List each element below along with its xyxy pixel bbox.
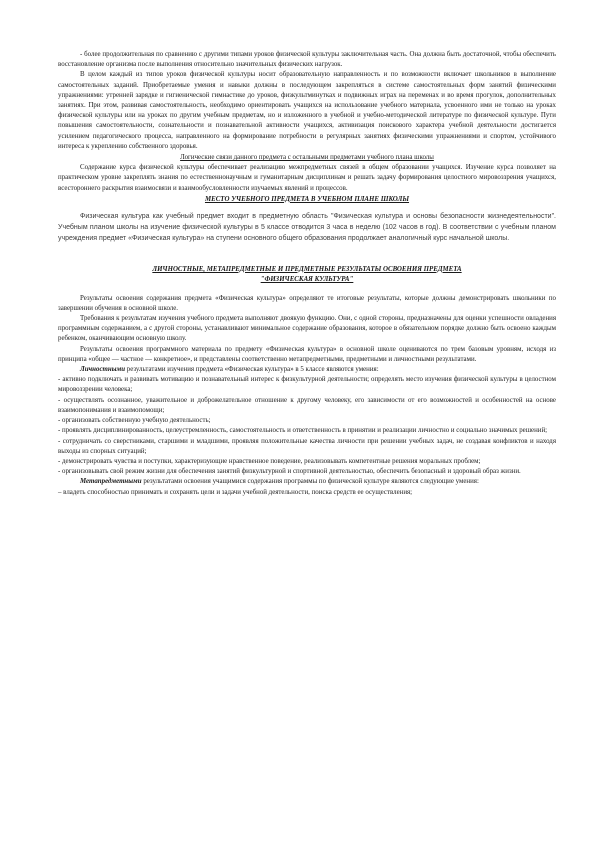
list-item: - активно подключать и развивать мотивацию и познавательный интерес к физкультурной деятельности; определять место изучения физической культуры в целостном мировоззрении человека;	[58, 376, 556, 394]
results-heading	[58, 265, 556, 285]
meta-rest: результатами освоения учащимися содержания программы по физической культуре являются следующие умения:	[141, 478, 479, 486]
paragraph-meta-results	[58, 477, 556, 487]
list-item: - сотрудничать со сверстниками, старшими и младшими, проявляя положительные качества личности при решении учебных задач, не создавая конфликтов и находя выходы из спорных ситуаций;	[58, 437, 556, 455]
results-section	[58, 294, 556, 498]
paragraph-lesson-orientation: В целом каждый из типов уроков физической культуры носит образовательную направленность и по возможности включает школьников в выполнение самостоятельных заданий. Приобретаемые умения и навыки должны в последующем закрепляться в системе самостоятельных форм занятий физическими упражнениями: утренней зарядке и гигиенической гимнастике до уроков, физкультминутках и подвижных играх на переменах и во время прогулок, дополнительных занятиях. При этом, развивая самостоятельность, необходимо ориентировать учащихся на использование учебного материала, усвоенного ими не только на уроках физической культуры или на уроках по другим учебным предметам, но и изложенного в учебной и учебно-методической литературе по физической культуре. Пути повышения самостоятельности, сознательности и познавательной активности учащихся, активизация поискового характера учебной деятельности достигается усилением педагогического процесса, направленного на формирование потребности в регулярных занятиях физическими упражнениями и спортом, устойчивого интереса к укреплению собственного здоровья.	[58, 71, 556, 150]
list-item: – владеть способностью принимать и сохранять цели и задачи учебной деятельности, поиска средств ее осуществления;	[58, 488, 413, 496]
personal-term: Личностными	[80, 366, 126, 374]
document-page	[58, 50, 556, 498]
paragraph-results-intro: Результаты освоения содержания предмета «Физическая культура» определяют те итоговые результаты, которые должны демонстрировать школьники по завершении обучения в основной школе.	[58, 294, 556, 312]
paragraph-requirements: Требования к результатам изучения учебного предмета выполняют двоякую функцию. Они, с одной стороны, предназначены для оценки успешности овладения программным содержанием, а с другой стороны, устанавливают минимальное содержание образования, которое в обязательном порядке должно быть освоено каждым ребенком, оканчивающим основную школу.	[58, 315, 556, 343]
list-item: - осуществлять осознанное, уважительное и доброжелательное отношение к другому человеку, его зависимости от его возможностей и особенностей на основе взаимопонимания и взаимопомощи;	[58, 396, 556, 414]
paragraph-levels: Результаты освоения программного материала по предмету «Физическая культура» в основной школе оцениваются по трем базовым уровням, исходя из принципа «общее — частное — конкретное», и представлены соответственно метапредметными, предметными и личностными результатами.	[58, 345, 556, 363]
personal-rest: результатами изучения предмета «Физическая культура» в 5 классе являются умения:	[125, 366, 379, 374]
list-item: - организовать собственную учебную деятельность;	[58, 417, 211, 425]
links-heading: Логические связи данного предмета с остальными предметами учебного плана школы	[180, 154, 434, 162]
list-item: - организовывать свой режим жизни для обеспечения занятий физкультурной и спортивной деятельностью, обеспечить безопасный и здоровый образ жизни.	[58, 468, 521, 476]
list-item: - демонстрировать чувства и поступки, характеризующие нравственное поведение, реализовывать компетентные решения моральных проблем;	[58, 457, 481, 465]
meta-term: Метапредметными	[80, 478, 142, 486]
paragraph-final-part: - более продолжительная по сравнению с другими типами уроков физической культуры заключительная часть. Она должна быть достаточной, чтобы обеспечить восстановление организма после выполнения относительно значительных физических нагрузок.	[58, 51, 556, 69]
list-item: - проявлять дисциплинированность, целеустремленность, самостоятельность и ответственность в принятии и реализации личностно и социально значимых решений;	[58, 427, 548, 435]
paragraph-interdisciplinary: Содержание курса физической культуры обеспечивает реализацию межпредметных связей в общем образовании учащихся. Изучение курса позволяет на практическом уровне закреплять знания по естественнонаучным и гуманитарным дисциплинам и решать задачу формирования целостного мировоззрения учащихся, всестороннего раскрытия взаимосвязи и взаимообусловленности изучаемых явлений и процессов.	[58, 164, 556, 192]
place-heading: МЕСТО УЧЕБНОГО ПРЕДМЕТА В УЧЕБНОМ ПЛАНЕ ШКОЛЫ	[204, 195, 410, 203]
results-heading-line1: ЛИЧНОСТНЫЕ, МЕТАПРЕДМЕТНЫЕ И ПРЕДМЕТНЫЕ РЕЗУЛЬТАТЫ ОСВОЕНИЯ ПРЕДМЕТА	[152, 265, 462, 273]
paragraph-course-place: Физическая культура как учебный предмет входит в предметную область "Физическая культура и основы безопасности жизнедеятельности". Учебным планом школы на изучение физической культуры в 5 классе отводится 3 часа в неделю (102 часов в год). В соответствии с учебным планом учреждения предмет «Физическая культура» на ступени основного общего образования продолжает аналогичный курс начальной школы.	[58, 213, 556, 243]
results-heading-line2: "ФИЗИЧЕСКАЯ КУЛЬТУРА"	[260, 275, 354, 283]
paragraph-personal-results	[58, 365, 556, 375]
